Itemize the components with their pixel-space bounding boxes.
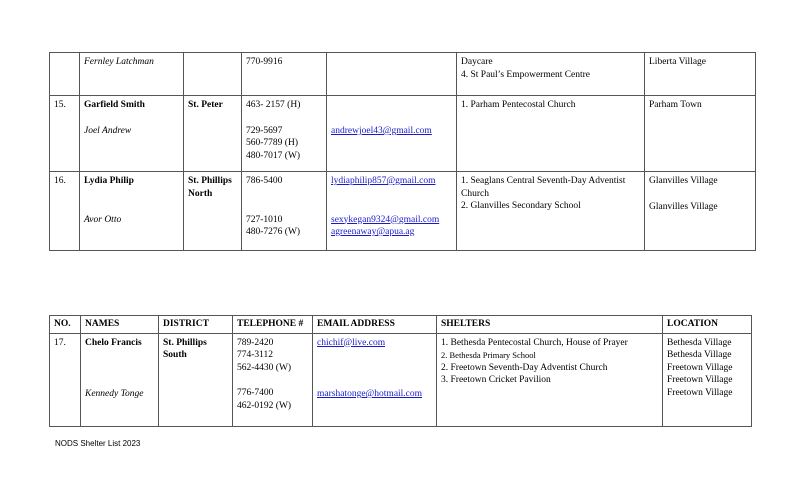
shelter-item: 1. Seaglans Central Seventh-Day Adventist Church [461, 176, 626, 199]
alt-contact-name: Avor Otto [84, 214, 122, 225]
column-header-district: DISTRICT [159, 316, 233, 334]
no-cell: 17. [50, 333, 81, 426]
shelter-item: 1. Bethesda Pentecostal Church, House of Prayer [441, 337, 628, 348]
telephone-cell [242, 53, 327, 96]
column-header-location: LOCATION [663, 316, 752, 334]
phone-number: 774-3112 [237, 350, 274, 360]
column-header-telephone: TELEPHONE # [233, 316, 313, 334]
telephone-cell [233, 333, 313, 426]
table-row [50, 53, 756, 96]
location-item: Glanvilles Village [649, 176, 718, 186]
primary-contact-name: Chelo Francis [85, 337, 142, 348]
phone-number: 786-5400 [246, 176, 283, 186]
phone-number: 729-5697 [246, 125, 283, 136]
district-cell: St. Peter [184, 96, 242, 172]
column-header-shelters: SHELTERS [437, 316, 663, 334]
names-cell [80, 53, 184, 96]
location-cell [645, 53, 756, 96]
location-item: Liberta Village [649, 57, 707, 67]
primary-contact-name: Lydia Philip [84, 176, 134, 186]
shelters-cell [437, 333, 663, 426]
shelter-item: Daycare [461, 57, 493, 67]
no-cell [50, 53, 80, 96]
table-header-row [50, 316, 752, 334]
location-item: Freetown Village [667, 387, 733, 398]
email-link[interactable]: agreenaway@apua.ag [331, 227, 415, 237]
shelter-item: 4. St Paul’s Empowerment Centre [461, 69, 591, 80]
email-link[interactable]: lydiaphilip857@gmail.com [331, 176, 436, 186]
location-item: Freetown Village [667, 362, 733, 373]
location-item: Freetown Village [667, 375, 733, 385]
location-item: Parham Town [649, 100, 702, 110]
phone-number: 462-0192 (W) [237, 400, 292, 411]
district-cell [184, 53, 242, 96]
phone-number: 727-1010 [246, 214, 283, 225]
shelter-item: 2. Glanvilles Secondary School [461, 201, 581, 211]
shelters-cell [457, 96, 645, 172]
email-cell [327, 96, 457, 172]
names-cell [81, 333, 159, 426]
names-cell [80, 96, 184, 172]
phone-number: 789-2420 [237, 337, 274, 348]
names-cell [80, 172, 184, 251]
shelter-table-continued [49, 52, 756, 251]
telephone-cell [242, 96, 327, 172]
shelter-item: 2. Bethesda Primary School [441, 350, 536, 360]
shelter-item: 1. Parham Pentecostal Church [461, 100, 576, 110]
location-cell [663, 333, 752, 426]
email-cell [327, 53, 457, 96]
email-link[interactable]: sexykegan9324@gmail.com [331, 214, 440, 225]
alt-contact-name: Kennedy Tonge [85, 389, 144, 399]
column-header-names: NAMES [81, 316, 159, 334]
telephone-cell [242, 172, 327, 251]
alt-contact-name: Fernley Latchman [84, 57, 154, 67]
no-cell: 16. [50, 172, 80, 251]
location-cell [645, 96, 756, 172]
location-item: Bethesda Village [667, 350, 732, 360]
email-cell [313, 333, 437, 426]
phone-number: 560-7789 (H) [246, 138, 298, 148]
no-cell: 15. [50, 96, 80, 172]
shelter-table [49, 315, 752, 427]
phone-number: 562-4430 (W) [237, 362, 292, 373]
email-link[interactable]: marshatonge@hotmail.com [317, 389, 423, 399]
table-row [50, 172, 756, 251]
table-row [50, 333, 752, 426]
location-cell [645, 172, 756, 251]
phone-number: 463- 2157 (H) [246, 100, 301, 110]
phone-number: 480-7276 (W) [246, 227, 301, 237]
phone-number: 480-7017 (W) [246, 150, 301, 161]
phone-number: 776-7400 [237, 388, 274, 398]
shelters-cell [457, 172, 645, 251]
primary-contact-name: Garfield Smith [84, 100, 145, 110]
shelter-item: 2. Freetown Seventh-Day Adventist Church [441, 362, 608, 373]
column-header-no: NO. [50, 316, 81, 334]
shelter-item: 3. Freetown Cricket Pavilion [441, 375, 551, 385]
email-link[interactable]: chichif@live.com [317, 337, 386, 348]
email-cell [327, 172, 457, 251]
location-item: Bethesda Village [667, 337, 732, 348]
page-footer: NODS Shelter List 2023 [55, 439, 141, 448]
shelters-cell [457, 53, 645, 96]
district-cell: St. Phillips North [184, 172, 242, 251]
column-header-email: EMAIL ADDRESS [313, 316, 437, 334]
district-cell: St. Phillips South [159, 333, 233, 426]
location-item: Glanvilles Village [649, 201, 718, 212]
alt-contact-name: Joel Andrew [84, 125, 132, 136]
email-link[interactable]: andrewjoel43@gmail.com [331, 126, 432, 136]
phone-number: 770-9916 [246, 57, 283, 67]
table-row [50, 96, 756, 172]
